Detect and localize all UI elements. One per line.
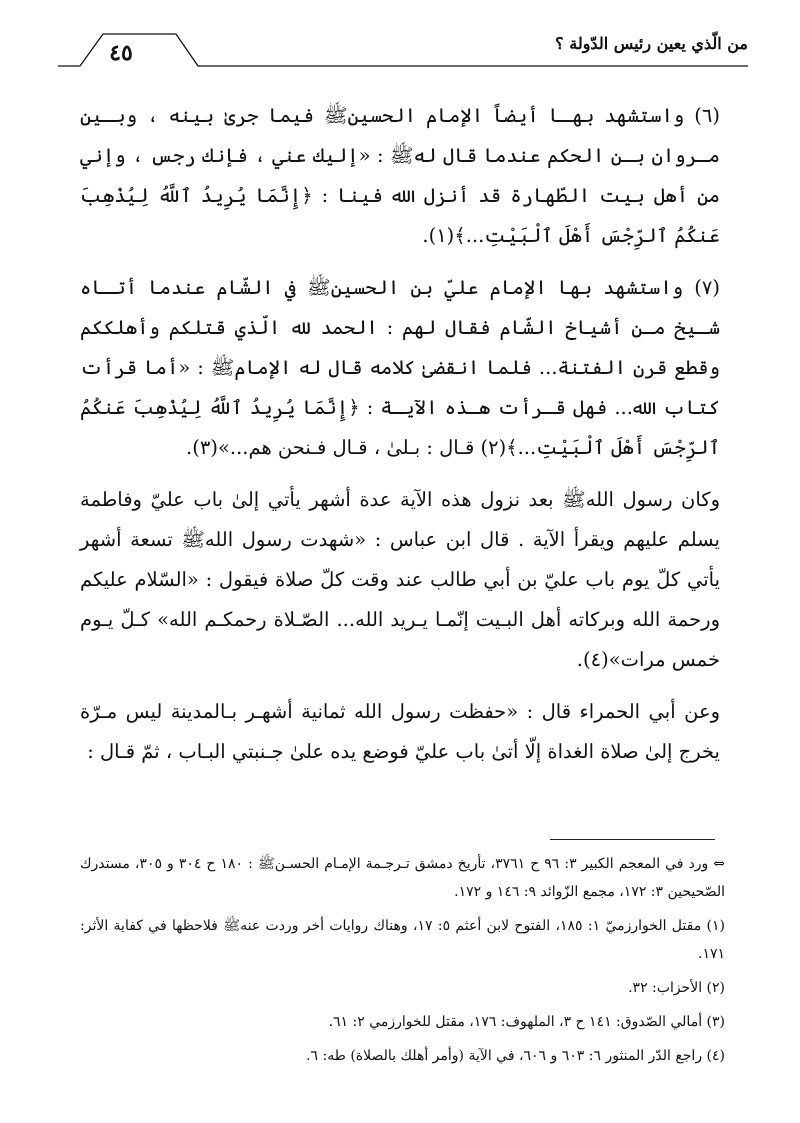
footnotes xyxy=(80,850,725,1076)
footnote-3: (٣) أمالي الصّدوق: ١٤١ ح ٣، الملهوف: ١٧٦، مقتل للخوارزمي ٢: ٦١. xyxy=(328,1014,725,1030)
main-text xyxy=(80,96,720,784)
running-header xyxy=(58,28,748,74)
footnote-separator xyxy=(550,839,715,840)
footnote-4: (٤) راجع الدّر المنثور ٦: ٦٠٣ و ٦٠٦، في الآية (وأمر أهلك بالصلاة) طه: ٦. xyxy=(306,1048,725,1064)
footnote-1: (١) مقتل الخوارزميّ ١: ١٨٥، الفتوح لابن أعثم ٥: ١٧، وهناك روايات أخر وردت عنهﷺ فلاحظها في كفاية الأثر: ١٧١. xyxy=(80,918,725,962)
paragraph-6: (٦) واستشهد بهـا أيضاً الإمام الحسينﷺ فيما جرىٰ بينه ، وبـين مـروان بـن الحكم عندما قال لهﷺ : «إليك عني ، فإنك رجس ، وإني من أهل بيت الطّهارة قد أنزل الله فينا : ﴿إِنَّمَا يُرِيدُ ٱللَّهُ لِيُذْهِبَ عَنكُمُ ٱلرِّجْسَ أَهْلَ ٱلْبَيْتِ...﴾(١). xyxy=(80,104,721,247)
paragraph-abi-alhamra: وعن أبي الحمراء قال : «حفظت رسول الله ثمانية أشهـر بـالمدينة ليس مـرّة يخرج إلىٰ صلاة الغداة إلّا أتىٰ باب عليّ فوضع يده علىٰ جـنبتي البـاب ، ثمّ قـال : xyxy=(80,700,720,763)
paragraph-7: (٧) واستشهد بها الإمام عليّ بن الحسينﷺ في الشّام عندما أتـاه شـيخ مـن أشياخ الشّام فقال لهم : الحمد لله الّذي قتلكم وأهلككم وقطع قرن الفتنة... فلما انقضىٰ كلامه قال له الإمامﷺ : «أما قرأت كتاب الله... فهل قـرأت هـذه الآيـة : ﴿إِنَّمَا يُرِيدُ ٱللَّهُ لِيُذْهِبَ عَنكُمُ ٱلرِّجْسَ أَهْلَ ٱلْبَيْتِ...﴾(٢) قـال : بـلىٰ ، قـال فـنحن هم...»(٣). xyxy=(80,276,720,459)
footnote-continued: ⇔ ورد في المعجم الكبير ٣: ٩٦ ح ٣٧٦١، تأريخ دمشق تـرجـمة الإمـام الحسـنﷺ : ١٨٠ ح ٣٠٤ و ٣٠٥، مستدرك الصّحيحين ٣: ١٧٢، مجمع الزّوائد ٩: ١٤٦ و ١٧٢. xyxy=(80,856,726,900)
footnote-2: (٢) الأحزاب: ٣٢. xyxy=(628,980,725,996)
page-number: ٤٥ xyxy=(109,40,133,66)
paragraph-ibn-abbas: وكان رسول اللهﷺ بعد نزول هذه الآية عدة أشهر يأتي إلىٰ باب عليّ وفاطمة يسلم عليهم ويقرأ الآية . قال ابن عباس : «شهدت رسول اللهﷺ تسعة أشهر يأتي كلّ يوم باب عليّ بن أبي طالب عند وقت كلّ صلاة فيقول : «السّلام عليكم ورحمة الله وبركاته أهل البـيت إنّمـا يـريد الله... الصّـلاة رحمكـم الله» كـلّ يـوم خمس مرات»(٤). xyxy=(80,488,720,671)
chapter-title: من الّذي يعين رئيس الدّولة ؟ xyxy=(555,34,748,53)
